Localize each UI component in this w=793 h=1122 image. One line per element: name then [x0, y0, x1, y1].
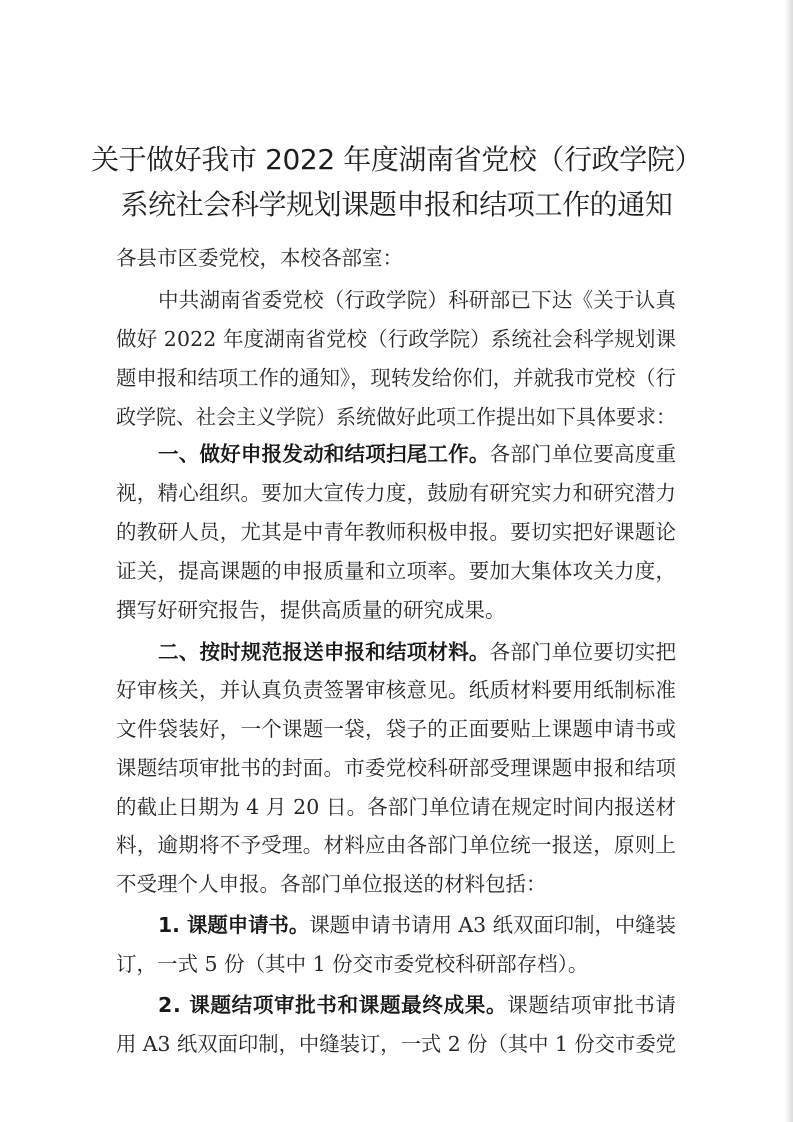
- body-line: [0, 285, 793, 315]
- line-text: 的教研人员，尤其是中青年教师积极申报。要切实把好课题论: [116, 520, 677, 544]
- line-text: 料，逾期将不予受理。材料应由各部门单位统一报送，原则上: [116, 833, 677, 857]
- body-line: [0, 556, 793, 586]
- body-line: [0, 990, 793, 1020]
- line-text: 各县市区委党校，本校各部室：: [116, 246, 403, 270]
- body-line: [0, 243, 793, 273]
- body-line: [0, 830, 793, 860]
- section-heading: 一、做好申报发动和结项扫尾工作。: [158, 442, 490, 466]
- line-text: 题申报和结项工作的通知》，现转发给你们，并就我市党校（行: [116, 366, 676, 390]
- body-line: [0, 637, 793, 667]
- body-line: [0, 675, 793, 705]
- line-text: 文件袋装好，一个课题一袋，袋子的正面要贴上课题申请书或: [116, 717, 677, 741]
- body-line: [0, 949, 793, 979]
- line-text: 不受理个人申报。各部门单位报送的材料包括：: [116, 872, 547, 896]
- section-heading: 1. 课题申请书。: [158, 913, 310, 937]
- line-text: 做好 2022 年度湖南省党校（行政学院）系统社会科学规划课: [116, 327, 677, 351]
- line-text: 课题结项审批书的封面。市委党校科研部受理课题申报和结项: [116, 756, 677, 780]
- body-line: [0, 517, 793, 547]
- body-line: [0, 595, 793, 625]
- line-text: 政学院、社会主义学院）系统做好此项工作提出如下具体要求：: [116, 405, 676, 429]
- body-line: [0, 324, 793, 354]
- line-text: 的截止日期为 4 月 20 日。各部门单位请在规定时间内报送材: [116, 795, 677, 819]
- section-heading: 2. 课题结项审批书和课题最终成果。: [158, 993, 508, 1017]
- body-line: [0, 714, 793, 744]
- body-line: [0, 402, 793, 432]
- line-text: 证关，提高课题的申报质量和立项率。要加大集体攻关力度，: [116, 559, 677, 583]
- line-text: 订，一式 5 份（其中 1 份交市委党校科研部存档）。: [116, 952, 589, 976]
- document-title-line-2: 系统社会科学规划课题申报和结项工作的通知: [120, 188, 673, 221]
- body-line: [0, 869, 793, 899]
- line-text: 各部门单位要切实把: [489, 640, 677, 664]
- body-line: [0, 478, 793, 508]
- line-text: 视，精心组织。要加大宣传力度，鼓励有研究实力和研究潜力: [116, 481, 677, 505]
- line-text: 课题申请书请用 A3 纸双面印制，中缝装: [309, 913, 676, 937]
- line-text: 课题结项审批书请: [507, 993, 677, 1017]
- line-text: 中共湖南省委党校（行政学院）科研部已下达《关于认真: [158, 288, 677, 312]
- body-line: [0, 1029, 793, 1059]
- body-line: [0, 910, 793, 940]
- line-text: 好审核关，并认真负责签署审核意见。纸质材料要用纸制标准: [116, 678, 677, 702]
- body-line: [0, 753, 793, 783]
- body-line: [0, 363, 793, 393]
- body-line: [0, 792, 793, 822]
- line-text: 各部门单位要高度重: [489, 442, 677, 466]
- section-heading: 二、按时规范报送申报和结项材料。: [158, 640, 490, 664]
- line-text: 用 A3 纸双面印制，中缝装订，一式 2 份（其中 1 份交市委党: [116, 1032, 676, 1056]
- body-line: [0, 439, 793, 469]
- line-text: 撰写好研究报告，提供高质量的研究成果。: [116, 598, 506, 622]
- document-title-line-1: 关于做好我市 2022 年度湖南省党校（行政学院）: [90, 143, 703, 176]
